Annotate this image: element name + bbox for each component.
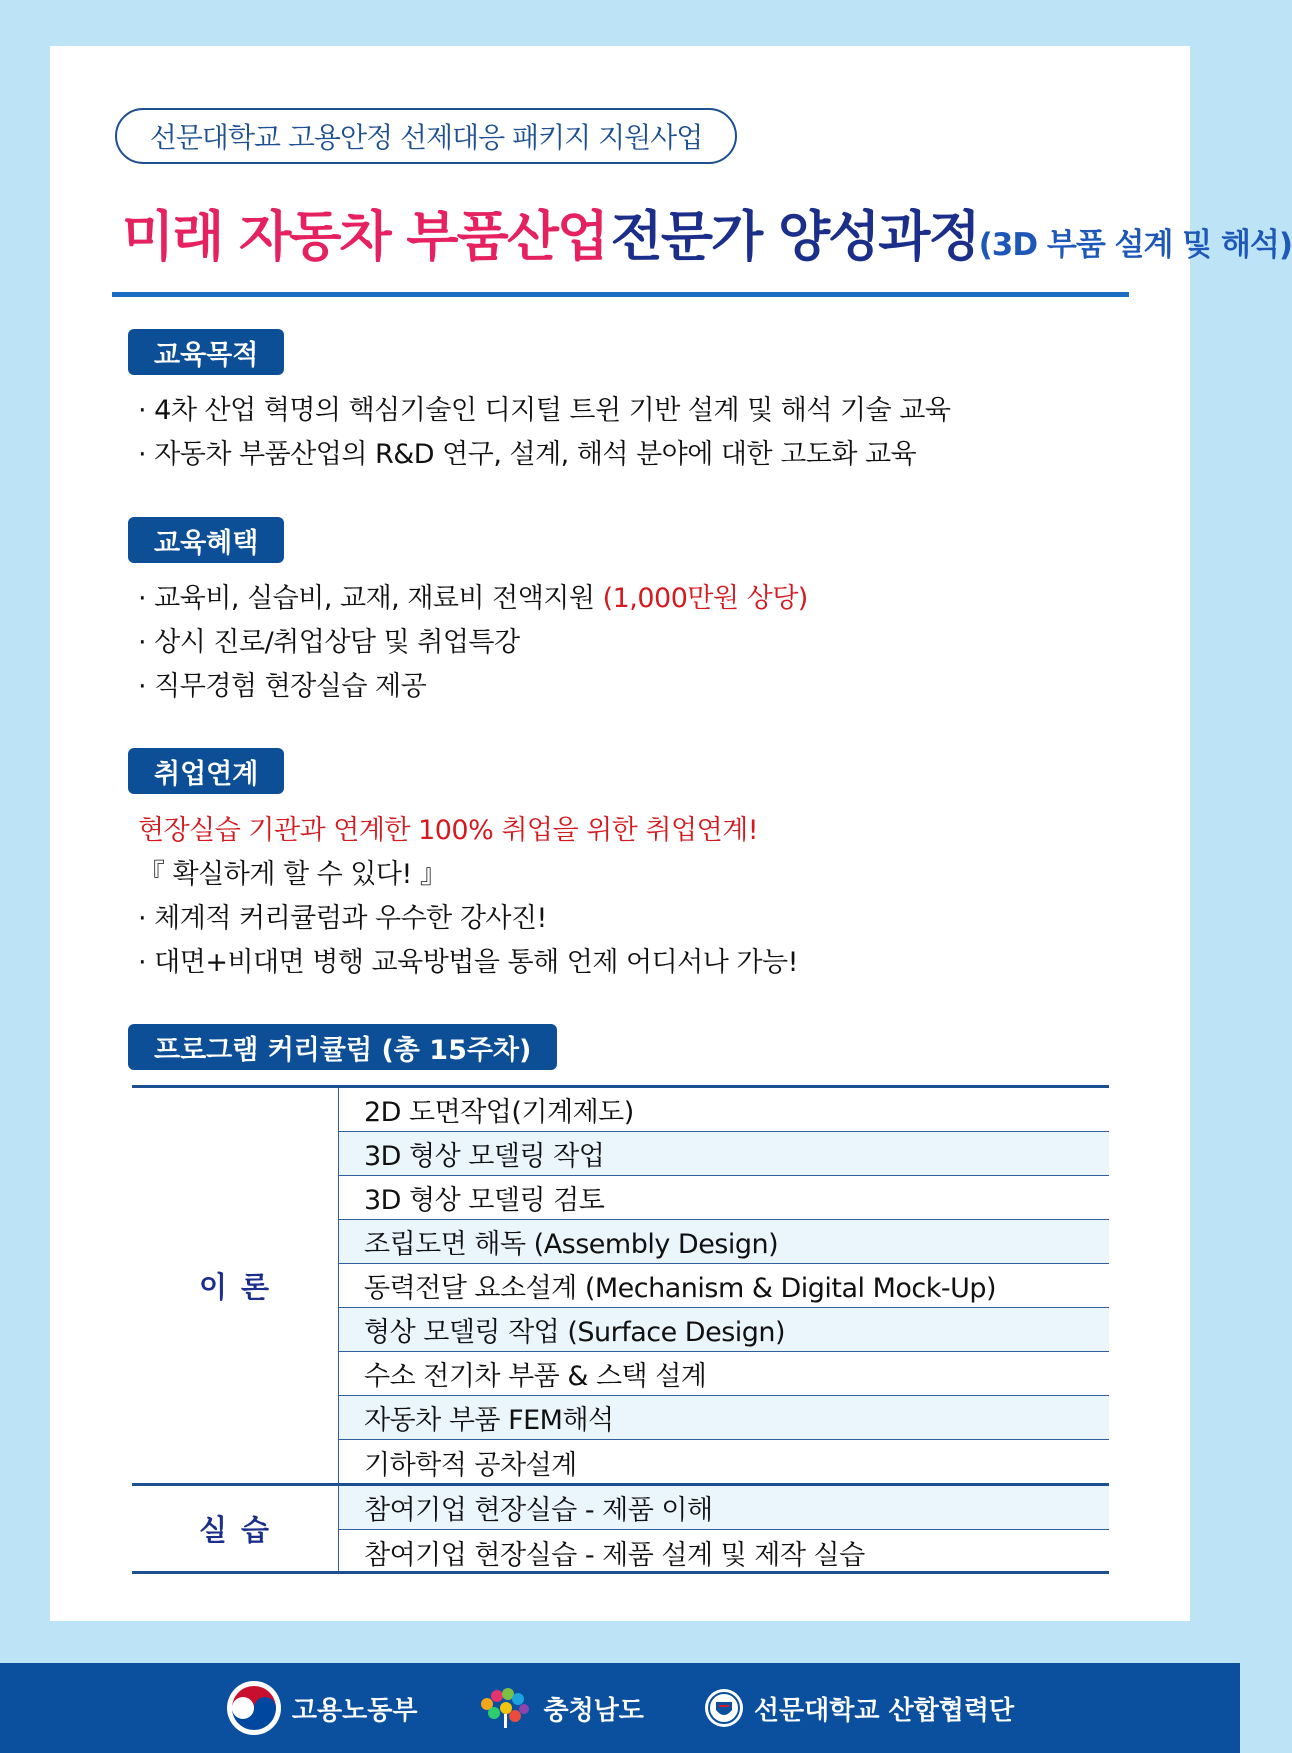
benefit-item: · 상시 진로/취업상담 및 취업특강 (138, 627, 520, 658)
table-row: 참여기업 현장실습 - 제품 설계 및 제작 실습 (364, 1539, 865, 1571)
logo-chungnam (477, 1686, 643, 1730)
employment-item: · 대면+비대면 병행 교육방법을 통해 언제 어디서나 가능! (138, 947, 798, 978)
benefit-item: · 직무경험 현장실습 제공 (138, 671, 427, 702)
table-row: 수소 전기차 부품 & 스택 설계 (339, 1352, 1109, 1396)
table-row: 조립도면 해독 (Assembly Design) (339, 1220, 1109, 1264)
logo-moel (226, 1680, 418, 1736)
section-badge-purpose: 교육목적 (128, 329, 284, 375)
table-row: 참여기업 현장실습 - 제품 이해 (339, 1486, 1109, 1530)
purpose-item: · 4차 산업 혁명의 핵심기술인 디지털 트윈 기반 설계 및 해석 기술 교육 (138, 395, 951, 426)
employment-slogan: 『 확실하게 할 수 있다! 』 (138, 859, 447, 890)
curriculum-table (132, 1085, 1109, 1574)
theory-group (132, 1085, 1109, 1483)
poster-card (50, 46, 1292, 1621)
table-row: 3D 형상 모델링 검토 (339, 1176, 1109, 1220)
benefit-highlight: (1,000만원 상당) (602, 583, 808, 614)
table-row: 3D 형상 모델링 작업 (339, 1132, 1109, 1176)
flower-cluster-icon (477, 1686, 533, 1730)
practice-category: 실 습 (132, 1486, 339, 1571)
logo3-label: 선문대학교 산합협력단 (753, 1695, 1015, 1726)
section-badge-benefits: 교육혜택 (128, 517, 284, 563)
theory-category: 이 론 (132, 1088, 339, 1483)
employment-highlight: 현장실습 기관과 연계한 100% 취업을 위한 취업연계! (138, 815, 759, 846)
table-row: 기하학적 공차설계 (364, 1449, 577, 1481)
section-badge-curriculum: 프로그램 커리큘럼 (총 15주차) (128, 1024, 557, 1070)
practice-group (132, 1483, 1109, 1574)
title-part1: 미래 자동차 부품산업 (122, 205, 608, 268)
org-pill: 선문대학교 고용안정 선제대응 패키지 지원사업 (115, 108, 737, 164)
title-part2: 전문가 양성과정 (610, 205, 979, 268)
title-sub: (3D 부품 설계 및 해석) (978, 227, 1292, 263)
table-row: 자동차 부품 FEM해석 (339, 1396, 1109, 1440)
table-row: 2D 도면작업(기계제도) (339, 1088, 1109, 1132)
table-row: 동력전달 요소설계 (Mechanism & Digital Mock-Up) (339, 1264, 1109, 1308)
taegeuk-icon (226, 1680, 282, 1736)
employment-item: · 체계적 커리큘럼과 우수한 강사진! (138, 903, 547, 934)
logo-sunmoon (704, 1688, 1014, 1728)
logo2-label: 충청남도 (543, 1695, 644, 1726)
page-title (122, 194, 1292, 271)
table-row: 형상 모델링 작업 (Surface Design) (339, 1308, 1109, 1352)
section-badge-employment: 취업연계 (128, 748, 284, 794)
benefit-item (138, 576, 808, 615)
university-emblem-icon (704, 1688, 744, 1728)
benefit-item-text: · 교육비, 실습비, 교재, 재료비 전액지원 (138, 583, 603, 614)
purpose-item: · 자동차 부품산업의 R&D 연구, 설계, 해석 분야에 대한 고도화 교육 (138, 439, 917, 470)
logo1-label: 고용노동부 (291, 1695, 418, 1726)
title-divider (112, 292, 1129, 297)
footer-logos (0, 1663, 1240, 1753)
